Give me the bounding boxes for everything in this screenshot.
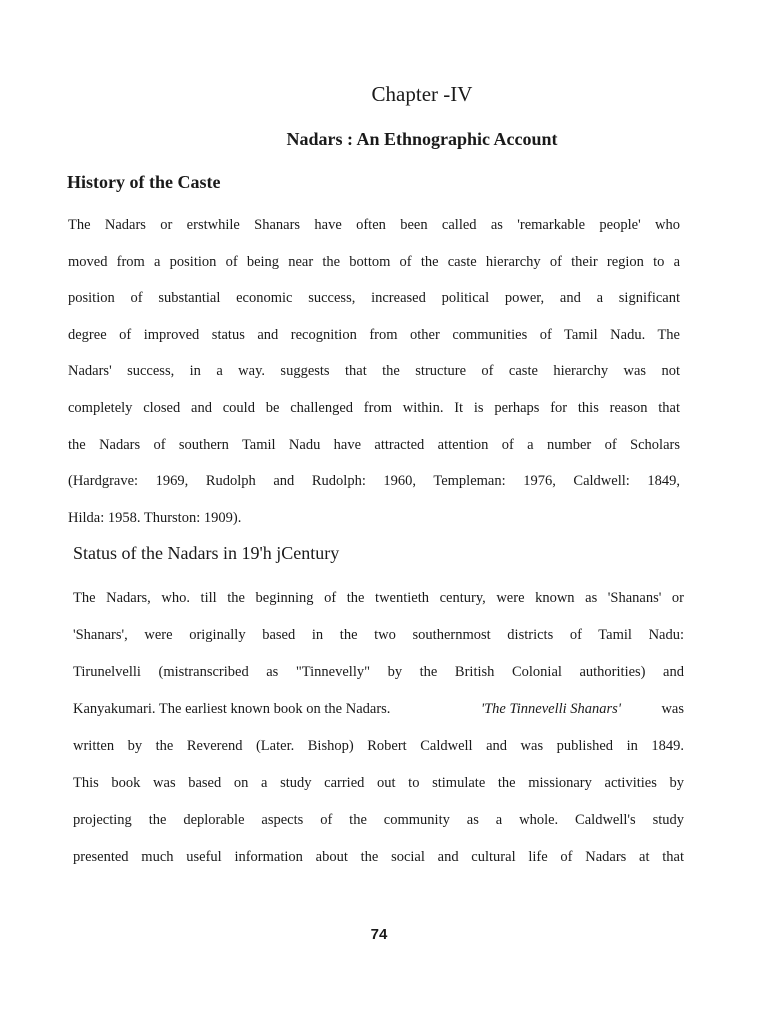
section-heading-status: Status of the Nadars in 19'h jCentury <box>73 543 340 563</box>
text-line: degree of improved status and recognition from other communities of Tamil Nadu. The <box>68 326 680 343</box>
text-line: presented much useful information about the social and cultural life of Nadars at that <box>73 849 684 865</box>
text-line: written by the Reverend (Later. Bishop) Robert Caldwell and was published in 1849. <box>73 738 684 754</box>
text-line: position of substantial economic success, increased political power, and a significant <box>68 290 680 307</box>
text-line: (Hardgrave: 1969, Rudolph and Rudolph: 1960, Templeman: 1976, Caldwell: 1849, <box>68 473 680 490</box>
chapter-title: Nadars : An Ethnographic Account <box>286 129 558 149</box>
text-line: projecting the deplorable aspects of the community as a whole. Caldwell's study <box>73 812 684 828</box>
text-line: Tirunelvelli (mistranscribed as "Tinnevelly" by the British Colonial authorities) and <box>73 664 684 680</box>
text-line: moved from a position of being near the bottom of the caste hierarchy of their region to a <box>68 253 680 270</box>
section-heading-history: History of the Caste <box>67 172 221 192</box>
text-segment: Kanyakumari. The earliest known book on the Nadars. <box>73 701 391 717</box>
text-line: the Nadars of southern Tamil Nadu have attracted attention of a number of Scholars <box>68 436 680 453</box>
text-line: Hilda: 1958. Thurston: 1909). <box>68 509 242 526</box>
text-segment: was <box>661 701 684 717</box>
text-line: 'Shanars', were originally based in the two southernmost districts of Tamil Nadu: <box>73 627 684 643</box>
text-line <box>73 698 684 720</box>
text-line: Nadars' success, in a way. suggests that the structure of caste hierarchy was not <box>68 363 680 380</box>
text-line: This book was based on a study carried out to stimulate the missionary activities by <box>73 775 684 791</box>
book-title-italic: 'The Tinnevelli Shanars' <box>481 701 621 717</box>
text-line: The Nadars or erstwhile Shanars have often been called as 'remarkable people' who <box>68 217 680 233</box>
page-number: 74 <box>370 926 388 943</box>
text-line: The Nadars, who. till the beginning of the twentieth century, were known as 'Shanans' or <box>73 590 684 606</box>
text-line: completely closed and could be challenged from within. It is perhaps for this reason that <box>68 400 680 416</box>
chapter-label: Chapter -IV <box>371 82 473 106</box>
